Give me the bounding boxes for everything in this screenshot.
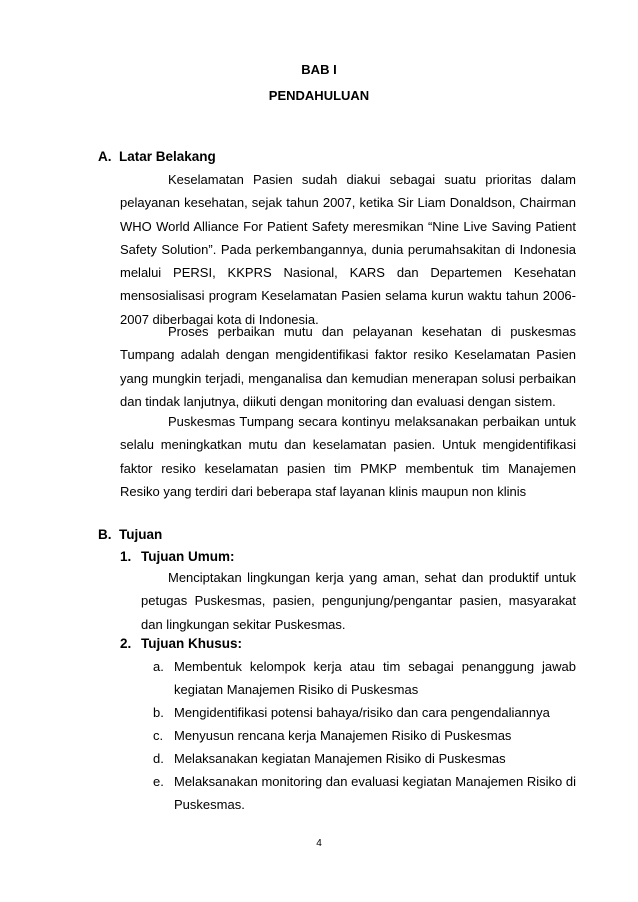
item-text: Melaksanakan monitoring dan evaluasi kegiatan Manajemen Risiko di Puskesmas.: [174, 774, 576, 813]
item-marker: a.: [153, 659, 164, 674]
tujuan-umum-marker: 1.: [120, 549, 132, 564]
item-text: Mengidentifikasi potensi bahaya/risiko dan cara pengendaliannya: [174, 705, 550, 720]
item-text: Membentuk kelompok kerja atau tim sebagai penanggung jawab kegiatan Manajemen Risiko di Puskesmas: [174, 659, 576, 698]
section-b-title: Tujuan: [119, 527, 163, 542]
chapter-title: PENDAHULUAN: [268, 88, 370, 103]
item-text: Menyusun rencana kerja Manajemen Risiko di Puskesmas: [174, 728, 512, 743]
tujuan-khusus-item: [153, 701, 576, 724]
tujuan-umum-paragraph: [141, 566, 576, 636]
item-text: Melaksanakan kegiatan Manajemen Risiko di Puskesmas: [174, 751, 506, 766]
tujuan-khusus-item: [153, 770, 576, 817]
tujuan-khusus-marker: 2.: [120, 636, 132, 651]
tujuan-khusus-title: Tujuan Khusus:: [141, 636, 242, 651]
tujuan-khusus-item: [153, 655, 576, 702]
chapter-label: BAB I: [301, 62, 337, 77]
background-paragraph-1: [120, 168, 576, 331]
item-marker: c.: [153, 728, 164, 743]
tujuan-khusus-heading: [120, 636, 242, 651]
background-paragraph-1-text: Keselamatan Pasien sudah diakui sebagai suatu prioritas dalam pelayanan kesehatan, sejak tahun 2007, ketika Sir Liam Donaldson, Chairman WHO World Alliance For Patient Safety meresmikan “Nine Live Saving Patient Safety Solution”. Pada perkembangannya, dunia perumahsakitan di Indonesia melalui PERSI, KKPRS Nasional, KARS dan Departemen Kesehatan mensosialisasi program Keselamatan Pasien selama kurun waktu tahun 2006-2007 diberbagai kota di Indonesia.: [120, 172, 576, 327]
section-a-marker: A.: [98, 149, 112, 164]
section-b-marker: B.: [98, 527, 112, 542]
tujuan-khusus-item: [153, 724, 576, 747]
background-paragraph-3-text: Puskesmas Tumpang secara kontinyu melaksanakan perbaikan untuk selalu meningkatkan mutu dan keselamatan pasien. Untuk mengidentifikasi faktor resiko keselamatan pasien tim PMKP membentuk tim Manajemen Resiko yang terdiri dari beberapa staf layanan klinis maupun non klinis: [120, 414, 576, 499]
item-marker: e.: [153, 774, 164, 789]
section-a-title: Latar Belakang: [119, 149, 216, 164]
tujuan-umum-text: Menciptakan lingkungan kerja yang aman, sehat dan produktif untuk petugas Puskesmas, pasien, pengunjung/pengantar pasien, masyarakat dan lingkungan sekitar Puskesmas.: [141, 570, 576, 632]
background-paragraph-2: [120, 320, 576, 413]
section-b-heading: [98, 527, 162, 542]
tujuan-umum-title: Tujuan Umum:: [141, 549, 235, 564]
background-paragraph-2-text: Proses perbaikan mutu dan pelayanan kesehatan di puskesmas Tumpang adalah dengan mengidentifikasi faktor resiko Keselamatan Pasien yang mungkin terjadi, menganalisa dan kemudian menerapan solusi perbaikan dan tindak lanjutnya, diikuti dengan monitoring dan evaluasi dengan sistem.: [120, 324, 576, 409]
item-marker: b.: [153, 705, 164, 720]
tujuan-khusus-item: [153, 747, 576, 770]
item-marker: d.: [153, 751, 164, 766]
page-number: 4: [316, 838, 322, 849]
section-a-heading: [98, 149, 216, 164]
tujuan-umum-heading: [120, 549, 235, 564]
background-paragraph-3: [120, 410, 576, 503]
